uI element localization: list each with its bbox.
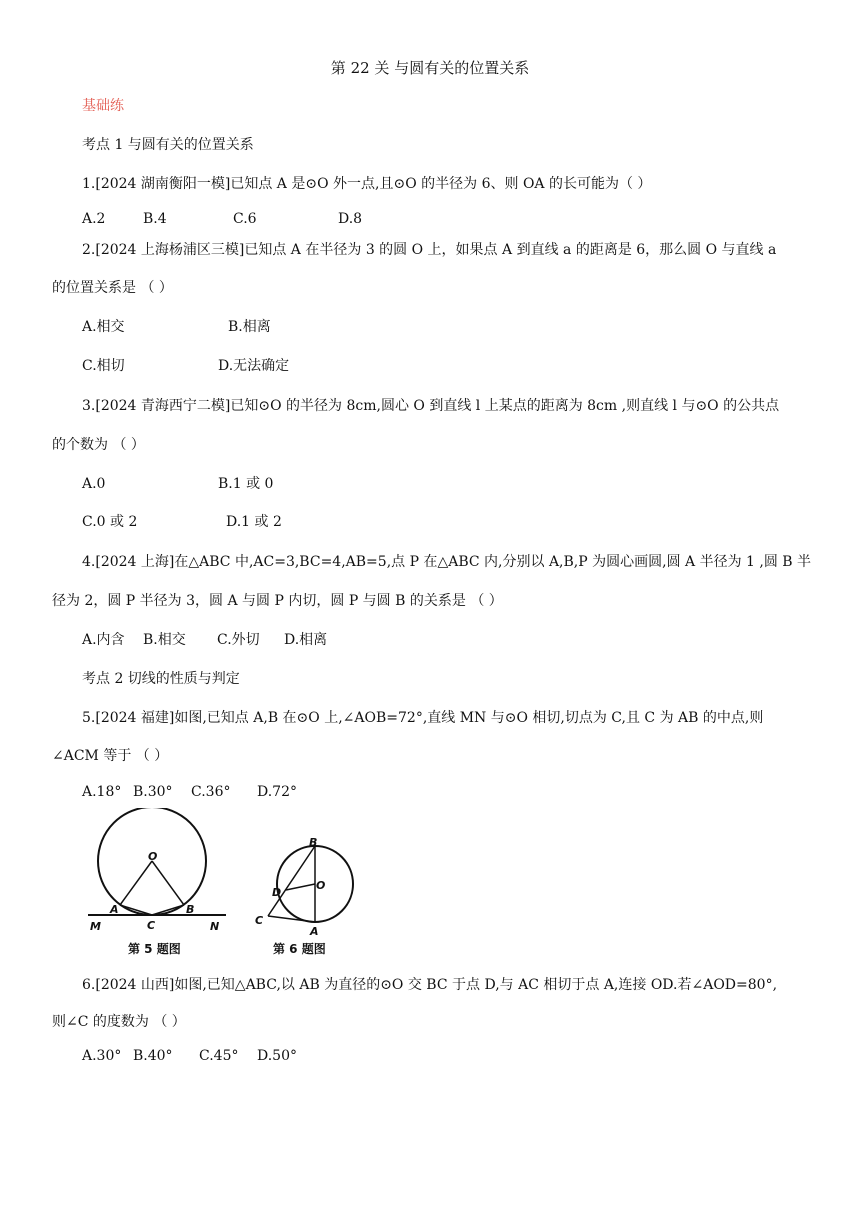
fig5-label-b: B — [186, 903, 195, 916]
q3-option-c: C.0 或 2 — [82, 514, 138, 530]
fig5-segment-oa — [120, 861, 152, 905]
question-5-text: 5.[2024 福建]如图,已知点 A,B 在⊙O 上,∠AOB=72°,直线 MN 与⊙O 相切,切点为 C,且 C 为 AB 的中点,则 — [82, 710, 764, 726]
figure-5-diagram — [80, 808, 230, 938]
q1-option-b: B.4 — [143, 211, 167, 227]
q4-option-c: C.外切 — [217, 632, 260, 648]
q4-option-b: B.相交 — [143, 632, 186, 648]
figure-5-caption: 第 5 题图 — [128, 942, 181, 956]
q3-option-b: B.1 或 0 — [218, 476, 274, 492]
question-2-text: 2.[2024 上海杨浦区三模]已知点 A 在半径为 3 的圆 O 上，如果点 A 到直线 a 的距离是 6，那么圆 O 与直线 a — [82, 242, 777, 258]
fig5-label-m: M — [90, 920, 101, 933]
question-3-text: 3.[2024 青海西宁二模]已知⊙O 的半径为 8cm,圆心 O 到直线 l 上某点的距离为 8cm ,则直线 l 与⊙O 的公共点 — [82, 398, 780, 414]
q5-option-d: D.72° — [257, 784, 297, 800]
q1-option-a: A.2 — [82, 211, 106, 227]
q6-option-c: C.45° — [199, 1048, 239, 1064]
fig6-label-a: A — [310, 925, 319, 936]
fig6-label-d: D — [272, 886, 282, 899]
q6-option-a: A.30° — [82, 1048, 122, 1064]
fig5-label-a: A — [110, 903, 119, 916]
topic-heading-2: 考点 2 切线的性质与判定 — [82, 671, 240, 687]
q1-option-c: C.6 — [233, 211, 257, 227]
question-4-text-cont: 径为 2，圆 P 半径为 3，圆 A 与圆 P 内切，圆 P 与圆 B 的关系是 （ ） — [52, 593, 503, 609]
fig5-label-n: N — [210, 920, 220, 933]
fig5-label-o: O — [148, 850, 158, 863]
q4-option-a: A.内含 — [82, 632, 125, 648]
q3-option-d: D.1 或 2 — [226, 514, 282, 530]
figure-6-caption: 第 6 题图 — [273, 942, 326, 956]
fig6-segment-ca — [268, 916, 315, 922]
q3-option-a: A.0 — [82, 476, 106, 492]
question-6-text: 6.[2024 山西]如图,已知△ABC,以 AB 为直径的⊙O 交 BC 于点 D,与 AC 相切于点 A,连接 OD.若∠AOD=80°, — [82, 977, 778, 993]
question-6-text-cont: 则∠C 的度数为 （ ） — [52, 1014, 186, 1030]
q6-option-d: D.50° — [257, 1048, 297, 1064]
fig5-label-c: C — [147, 919, 156, 932]
question-2-text-cont: 的位置关系是 （ ） — [52, 280, 173, 296]
fig6-segment-bc — [268, 846, 315, 916]
q2-option-b: B.相离 — [228, 319, 271, 335]
q4-option-d: D.相离 — [284, 632, 328, 648]
q5-option-b: B.30° — [133, 784, 173, 800]
q2-option-c: C.相切 — [82, 358, 125, 374]
fig6-label-b: B — [309, 836, 318, 849]
q2-option-d: D.无法确定 — [218, 358, 290, 374]
q5-option-a: A.18° — [82, 784, 122, 800]
question-4-text: 4.[2024 上海]在△ABC 中,AC=3,BC=4,AB=5,点 P 在△ABC 内,分别以 A,B,P 为圆心画圆,圆 A 半径为 1 ,圆 B 半 — [82, 554, 812, 570]
page-title: 第 22 关 与圆有关的位置关系 — [330, 59, 530, 77]
q1-option-d: D.8 — [338, 211, 363, 227]
q6-option-b: B.40° — [133, 1048, 173, 1064]
question-5-text-cont: ∠ACM 等于 （ ） — [52, 748, 169, 764]
fig5-segment-ob — [152, 861, 184, 905]
q5-option-c: C.36° — [191, 784, 231, 800]
fig6-segment-od — [286, 884, 315, 890]
q2-option-a: A.相交 — [82, 319, 125, 335]
question-1-text: 1.[2024 湖南衡阳一模]已知点 A 是⊙O 外一点,且⊙O 的半径为 6、则 OA 的长可能为（ ） — [82, 176, 652, 192]
section-heading: 基础练 — [82, 98, 124, 114]
fig6-label-c: C — [255, 914, 264, 927]
fig6-label-o: O — [316, 879, 326, 892]
figure-6-diagram — [250, 836, 360, 936]
topic-heading-1: 考点 1 与圆有关的位置关系 — [82, 137, 254, 153]
question-3-text-cont: 的个数为 （ ） — [52, 437, 145, 453]
